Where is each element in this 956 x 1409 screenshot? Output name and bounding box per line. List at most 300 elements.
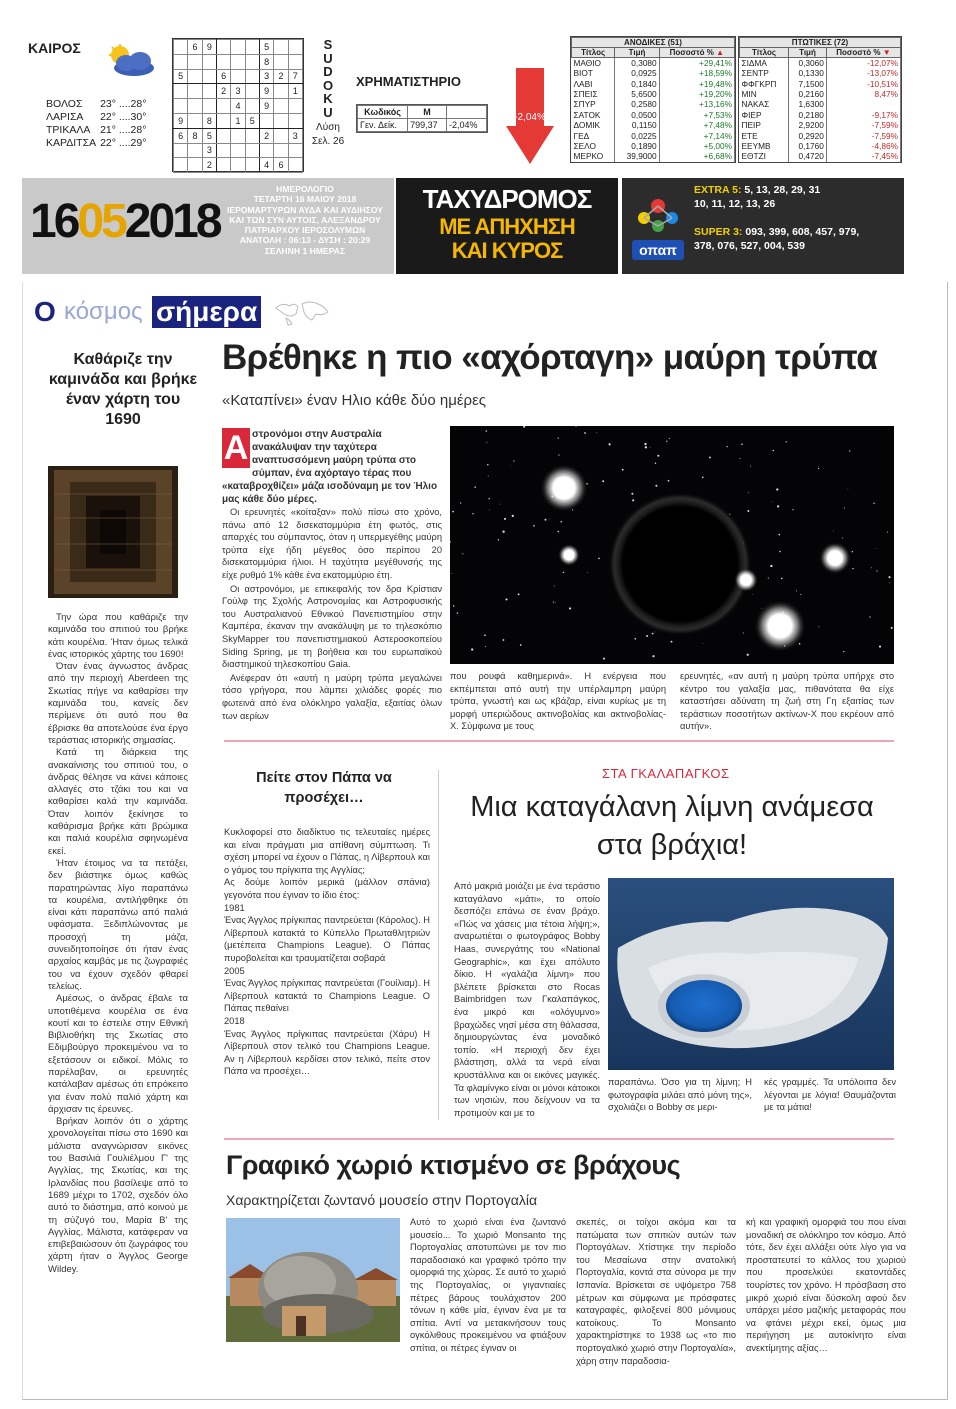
sudoku-cell: 6: [188, 40, 202, 55]
sudoku-cell: 1: [288, 84, 302, 99]
star: [609, 443, 611, 445]
star: [818, 466, 819, 467]
monsanto-village-photo: [226, 1218, 400, 1342]
main-story-paragraph: Οι ερευνητές «κοίταξαν» πολύ πίσω στο χρόνο, πάνω από 12 δισεκατομμύρια έτη φωτός, στις απαρχές του σύμπαντος, όταν η υπερμεγέθης μαύρη τρύπα είχε ήδη μέγεθος όσο περίπου 20 δισεκατομμύρια ήλιοι. Η ταχύτητα μεγέθυνσής της είχε ρυθμό 1% κάθε ένα εκατομμύριο έτη.: [222, 507, 442, 580]
star: [646, 635, 648, 637]
sudoku-cell: [216, 54, 230, 69]
star: [666, 441, 667, 442]
stock-price: 0,2920: [789, 130, 827, 140]
stock-row: [740, 99, 901, 109]
extra5-line2: 10, 11, 12, 13, 26: [694, 198, 776, 210]
star: [504, 518, 506, 520]
sudoku-cell: [288, 158, 302, 173]
star: [792, 509, 793, 510]
stock-row: [572, 68, 735, 78]
star: [502, 531, 504, 533]
masthead-line3: ΚΑΙ ΚΥΡΟΣ: [451, 238, 563, 263]
sudoku-cell: [174, 99, 188, 114]
sudoku-row: [174, 128, 303, 143]
stock-price: 39,9000: [615, 151, 659, 161]
stock-change: +29,41%: [659, 58, 734, 69]
sudoku-cell: [274, 143, 288, 158]
sudoku-cell: 2: [216, 84, 230, 99]
star: [726, 446, 727, 447]
stock-row: [740, 58, 901, 69]
star: [472, 513, 473, 514]
star: [747, 654, 749, 656]
stock-price: 0,2160: [789, 89, 827, 99]
sudoku-cell: 9: [259, 99, 273, 114]
star: [596, 432, 597, 433]
stock-row: [740, 151, 901, 161]
galapagos-title: Μια καταγάλανη λίμνη ανάμεσα στα βράχια!: [470, 791, 874, 861]
left-story-paragraph: Κατά τη διάρκεια της ανακαίνισης του σπιτιού του, ο άνδρας θέλησε να κάνει κάποιες αλλαγές στο τζάκι του και να καθαρίσει καλά την καμινάδα. Όταν λοιπόν ξεκίνησε το καθάρισμα βρήκε κάτι βρώμικα και παλιά κουρέλια σφηνωμένα εκεί.: [48, 747, 188, 857]
star: [518, 593, 520, 595]
sudoku-row: [174, 84, 303, 99]
stock-price: 0,3060: [789, 58, 827, 69]
sudoku-cell: 2: [274, 69, 288, 84]
sudoku-row: [174, 99, 303, 114]
stock-change: -7,59%: [826, 130, 900, 140]
sudoku-cell: [274, 99, 288, 114]
sudoku-cell: [188, 84, 202, 99]
star: [598, 558, 600, 560]
stock-index-value: 799,37: [408, 119, 447, 132]
star: [669, 438, 670, 439]
star: [558, 531, 560, 533]
sudoku-cell: [202, 99, 216, 114]
star: [796, 590, 797, 591]
sudoku-row: [174, 158, 303, 173]
star: [513, 460, 514, 461]
village-story-title: Γραφικό χωριό κτισμένο σε βράχους: [226, 1150, 681, 1180]
rising-stocks-table: [570, 36, 736, 163]
pope-story-line: 1981: [224, 902, 245, 913]
star: [453, 605, 454, 606]
svg-text:οπαπ: οπαπ: [639, 242, 677, 258]
falling-stocks-title: ΠΤΩΤΙΚΕΣ (72): [740, 38, 901, 48]
star: [703, 643, 704, 644]
star: [474, 486, 476, 488]
star: [652, 633, 654, 635]
star: [654, 632, 655, 633]
stock-change: -9,17%: [826, 110, 900, 120]
star: [786, 441, 787, 442]
stock-change: -4,86%: [826, 141, 900, 151]
calendar-line: ΤΕΤΑΡΤΗ 16 ΜΑΙΟΥ 2018: [253, 194, 357, 205]
masthead-banner: [396, 178, 618, 274]
star: [887, 532, 888, 533]
sudoku-cell: 3: [202, 143, 216, 158]
stock-change: 8,47%: [826, 89, 900, 99]
star: [603, 658, 605, 660]
sudoku-letter: S: [323, 37, 333, 52]
left-story-paragraph: Αμέσως, ο άνδρας έβαλε τα υποτιθέμενα κουρέλια σε ένα κουτί και το έστειλε στην Εθνική Βιβλιοθήκη της Σκωτίας στο Εδιμβούργο προκειμένου να το εξετάσουν οι ειδικοί. Μόλις το παρέλαβαν, οι ερευνητές κατάλαβαν αμέσως ότι επρόκειτο για έναν πολύ παλιό χάρτη και άρχισαν τις έρευνες.: [48, 993, 188, 1115]
star: [655, 485, 657, 487]
stock-change: [826, 99, 900, 109]
super3-line1: SUPER 3: 093, 399, 608, 457, 979,: [694, 226, 860, 238]
sudoku-cell: [245, 69, 259, 84]
stock-index-header-blank: [446, 106, 486, 119]
stock-change: -7,45%: [826, 151, 900, 161]
stock-change: -13,07%: [826, 68, 900, 78]
stock-row: [572, 99, 735, 109]
weather-box: [28, 40, 168, 170]
sudoku-cell: [274, 54, 288, 69]
village-story-subtitle: Χαρακτηρίζεται ζωντανό μουσείο στην Πορτογαλία: [226, 1192, 538, 1208]
sudoku-cell: [231, 40, 245, 55]
sudoku-cell: [174, 40, 188, 55]
stock-index-name: Γεν. Δείκ.: [358, 119, 408, 132]
stock-name: ΔΟΜΙΚ: [572, 120, 615, 130]
weather-city: ΚΑΡΔΙΤΣΑ: [46, 137, 97, 149]
section-title-simera: σήμερα: [152, 296, 261, 328]
stock-title: ΧΡΗΜΑΤΙΣΤΗΡΙΟ: [356, 74, 461, 89]
stock-name: ΕΘΤΖΙ: [740, 151, 789, 161]
left-story-paragraph: Την ώρα που καθάριζε την καμινάδα του σπιτιού του βρήκε κάτι κουρέλια. Ήταν όμως τελικά ένας ιστορικός χάρτης του 1690!: [48, 612, 188, 660]
stock-row: [740, 68, 901, 78]
date-day: 16: [30, 195, 78, 248]
stock-name: ΣΑΤΟΚ: [572, 110, 615, 120]
left-story-headline: Καθάριζε την καμινάδα και βρήκε έναν χάρτη του 1690: [48, 351, 198, 428]
sudoku-cell: [245, 84, 259, 99]
sudoku-cell: [288, 143, 302, 158]
weather-row: [46, 137, 150, 150]
main-story-title: Βρέθηκε η πιο «αχόρταγη» μαύρη τρύπα: [222, 338, 878, 377]
star: [891, 627, 893, 629]
sudoku-cell: 6: [274, 158, 288, 173]
star: [752, 594, 753, 595]
sudoku-cell: [216, 128, 230, 143]
star: [520, 644, 522, 646]
calendar-line: ΑΝΑΤΟΛΗ : 06:13 - ΔΥΣΗ : 20:29: [239, 235, 371, 246]
star: [747, 510, 749, 512]
world-map-icon: [272, 298, 334, 326]
star: [485, 646, 486, 647]
star: [510, 465, 511, 466]
sudoku-letter: D: [323, 64, 333, 80]
calendar-box: [218, 184, 392, 256]
calendar-line: ΣΕΛΗΝΗ 1 ΗΜΕΡΑΣ: [264, 245, 346, 256]
lottery-results-box: [622, 178, 904, 274]
sudoku-cell: [216, 40, 230, 55]
pope-story-headline: Πείτε στον Πάπα να προσέχει…: [256, 770, 392, 806]
sudoku-cell: 6: [216, 69, 230, 84]
pope-story-line: Ας δούμε λοιπόν μερικά (μάλλον σπάνια) γεγονότα που έγιναν το ίδιο έτος:: [224, 877, 430, 900]
star: [553, 602, 554, 603]
market-down-arrow-icon: [506, 68, 554, 164]
market-change-label: -2,04%: [514, 112, 546, 123]
sudoku-cell: [174, 54, 188, 69]
sudoku-cell: 5: [174, 69, 188, 84]
calendar-line: ΗΜΕΡΟΛΟΓΙΟ: [276, 184, 334, 194]
sudoku-cell: [216, 158, 230, 173]
sudoku-cell: [231, 158, 245, 173]
sudoku-cell: [174, 158, 188, 173]
weather-row: [46, 111, 150, 124]
stock-price: 0,1330: [789, 68, 827, 78]
star: [457, 612, 458, 613]
sudoku-cell: [274, 84, 288, 99]
stock-name: ΣΕΛΟ: [572, 141, 615, 151]
star: [563, 572, 564, 573]
stock-change: +6,68%: [659, 151, 734, 161]
stock-index-header-m: Μ: [408, 106, 447, 119]
star: [879, 646, 881, 648]
sudoku-letter: K: [323, 91, 333, 107]
sudoku-cell: 6: [174, 128, 188, 143]
stock-change: -10,51%: [826, 78, 900, 88]
star: [650, 447, 651, 448]
star: [462, 553, 463, 554]
date-block: [22, 178, 394, 274]
sudoku-cell: 9: [202, 40, 216, 55]
sudoku-cell: [188, 54, 202, 69]
sudoku-cell: [202, 84, 216, 99]
sudoku-cell: [245, 54, 259, 69]
stock-price: 7,1500: [789, 78, 827, 88]
star: [876, 570, 877, 571]
village-column-3: κή και γραφική ομορφιά του που είναι μοναδική σε ολόκληρο τον κόσμο. Από τότε, δεν έχει αλλάξει ούτε λίγο για να προστατευτεί το κάλλος του χωριού που προσελκύει εκατοντάδες τουρίστες τον χρόνο. Η πρόσβαση στο μικρό χωριό είναι δύσκολη αφού δεν υπάρχει μέσο μαζικής μεταφοράς που να φτάνει μέχρι εκεί, όμως μια περιήγηση με αυτοκίνητο είναι ανεκτίμητης αξίας…: [746, 1217, 906, 1353]
stock-change: +5,00%: [659, 141, 734, 151]
weather-city: ΛΑΡΙΣΑ: [46, 111, 84, 123]
star: [503, 639, 505, 641]
stock-name: ΣΠΕΙΣ: [572, 89, 615, 99]
stock-row: [740, 141, 901, 151]
star: [500, 504, 501, 505]
star: [488, 476, 489, 477]
stock-row: [572, 151, 735, 161]
date-month: 05: [77, 195, 125, 248]
sudoku-cell: 9: [174, 113, 188, 128]
sudoku-letter: U: [323, 50, 333, 66]
pope-story-line: 2018: [224, 1015, 245, 1026]
sudoku-cell: [288, 99, 302, 114]
star: [748, 492, 749, 493]
weather-temp: 22° ....30°: [100, 111, 147, 123]
stock-row: [740, 120, 901, 130]
left-story-paragraph: Ήταν έτοιμος να τα πετάξει, δεν βιάστηκε όμως καθώς παρατηρώντας λίγο παραπάνω τα κουρέλια, αντιλήφθηκε ότι είναι κάτι παραπάνω από παλιά υφάσματα. Ξεδιπλώνοντας με προσοχή τη μάζα, συνειδητοποίησε ότι ήταν ένας αρχαίος καμβάς με τις ζωγραφιές του να έχουν σχεδόν φθαρεί τελείως.: [48, 857, 188, 992]
sudoku-cell: [202, 54, 216, 69]
sudoku-cell: 5: [245, 113, 259, 128]
pope-story-line: 2005: [224, 965, 245, 976]
star: [844, 507, 845, 508]
weather-title: ΚΑΙΡΟΣ: [28, 40, 81, 56]
partly-cloudy-icon: [98, 44, 158, 78]
sudoku-cell: [174, 84, 188, 99]
sudoku-grid: [172, 38, 304, 172]
stock-name: ΜΑΘΙΟ: [572, 58, 615, 69]
star: [702, 476, 704, 478]
falling-stocks-table: [738, 36, 902, 163]
blue-lake-photo: [608, 878, 894, 1070]
star: [645, 446, 647, 448]
star: [800, 594, 801, 595]
star: [631, 493, 633, 495]
village-column-1: Αυτό το χωριό είναι ένα ζωντανό μουσείο... Το χωριό Monsanto της Πορτογαλίας αποτυπώνει με τον πιο παραδοσιακό και γραφικό τρόπο την ομορφιά της χώρας. Σε αυτό το χωριό της Πορτογαλίας, οι γιγαντιαίες πέτρες βάρους τουλάχιστον 200 τόνων η κάθε μία, έγιναν ένα με τα σπίτια. Αντί να μετακινήσουν τους ογκόλιθους προκειμένου να φτιάξουν σπίτια, οι πέτρες έγιναν οι: [410, 1217, 566, 1353]
stock-name: ΛΑΒΙ: [572, 78, 615, 88]
stock-price: 0,1760: [789, 141, 827, 151]
weather-row: [46, 98, 150, 111]
sudoku-row: [174, 54, 303, 69]
left-story-paragraph: Βρήκαν λοιπόν ότι ο χάρτης χρονολογείται πίσω στο 1690 και μάλιστα αναγνώρισαν εικόνες του Βασιλιά Γουλιέλμου Γ' της Αγγλίας, της Σκωτίας, και της Ιρλανδίας που βασίλεψε από το 1689 μέχρι το 1702, σχεδόν όλο αυτό το διάστημα, από κοινού με τη σύζυγό του, Μαρία Β' της Αγγλίας. Μάλιστα, κατάφεραν να επιβεβαιώσουν ότι ζωγράφος του χάρτη ήταν ο Άγγλος George Wildey.: [48, 1116, 188, 1275]
star: [777, 505, 779, 507]
galapagos-column-2: παραπάνω. Όσο για τη λίμνη; Η φωτογραφία μιλάει από μόνη της», σχολιάζει ο Bobby σε μερι-: [608, 1077, 752, 1113]
stock-index-header-code: Κωδικός: [358, 106, 408, 119]
stock-price: 0,1890: [615, 141, 659, 151]
weather-city: ΒΟΛΟΣ: [46, 98, 83, 110]
stock-name: ΕΕΥΜΒ: [740, 141, 789, 151]
sudoku-cell: 5: [259, 40, 273, 55]
main-story-lead: στρονόμοι στην Αυστραλία ανακάλυψαν την ταχύτερα αναπτυσσόμενη μαύρη τρύπα στο σύμπαν, ένα αχόρταγο τέρας που «καταβροχθίζει» μάζα ισοδύναμη με τον Ήλιο μας κάθε δύο μέρες.: [222, 429, 438, 505]
sudoku-cell: [245, 143, 259, 158]
star: [451, 573, 452, 574]
sudoku-cell: 8: [259, 54, 273, 69]
calendar-line: ΠΑΤΡΙΑΡΧΟΥ ΙΕΡΟΣΟΛΥΜΩΝ: [244, 225, 366, 236]
stock-change: +7,14%: [659, 130, 734, 140]
sudoku-cell: 1: [231, 113, 245, 128]
star: [487, 464, 488, 465]
stock-price: 2,9200: [789, 120, 827, 130]
weather-temp: 23° ....28°: [100, 98, 147, 110]
star: [770, 565, 772, 567]
star: [869, 616, 870, 617]
star: [622, 469, 624, 471]
solution-label: Λύση: [316, 121, 340, 133]
stock-price: 0,3080: [615, 58, 659, 69]
sudoku-row: [174, 69, 303, 84]
stock-price: 0,1840: [615, 78, 659, 88]
sudoku-cell: 2: [202, 158, 216, 173]
star: [779, 551, 781, 553]
star: [843, 651, 844, 652]
main-story-paragraph: Ανέφεραν ότι «αυτή η μαύρη τρύπα μεγαλώνει τόσο γρήγορα, που λάμπει χιλιάδες φορές πιο φωτεινά από ένα ολόκληρο γαλαξία, εξαιτίας όλων των αερίων: [222, 672, 442, 721]
sudoku-cell: 3: [288, 128, 302, 143]
star: [644, 443, 646, 445]
sudoku-cell: [231, 128, 245, 143]
weather-row: [46, 124, 150, 137]
stock-row: [572, 120, 735, 130]
black-hole-photo: [450, 426, 894, 664]
sudoku-cell: 7: [288, 69, 302, 84]
pope-story-line: Ένας Άγγλος πρίγκιπας παντρεύεται (Γουίλιαμ). Η Λίβερπουλ κατακτά το Champions League. Ο Πάπας πεθαίνει: [224, 978, 430, 1014]
rising-stocks-title: ΑΝΟΔΙΚΕΣ (51): [572, 38, 735, 48]
stock-row: [572, 141, 735, 151]
sudoku-row: [174, 113, 303, 128]
left-story-body: [48, 612, 188, 1276]
pope-story-line: Κυκλοφορεί στο διαδίκτυο τις τελευταίες ημέρες και είναι πράγματι μια απίθανη σύμπτωση. Τι σχέση μπορεί να έχουν ο Πάπας, η Λίβερπουλ και ο γάμος του πρίγκιπα της Αγγλίας;: [224, 827, 430, 875]
star: [558, 437, 559, 438]
falling-header-price: Τιμή: [789, 48, 827, 58]
star: [849, 450, 850, 451]
star: [776, 488, 778, 490]
extra5-line1: EXTRA 5: 5, 13, 28, 29, 31: [694, 184, 821, 196]
chimney-photo: [48, 466, 178, 598]
star: [779, 534, 781, 536]
stock-row: [572, 110, 735, 120]
star: [876, 548, 877, 549]
sudoku-cell: 8: [202, 113, 216, 128]
weather-table: [46, 98, 150, 150]
star: [871, 567, 872, 568]
sudoku-cell: [245, 158, 259, 173]
stock-price: 0,4720: [789, 151, 827, 161]
star: [833, 531, 834, 532]
main-story-column-2: που ρουφά καθημερινά». Η ενέργεια που εκπέμπεται από αυτή την υπέρλαμπρη μαύρη τρύπα, γνωστή και ως κβάζαρ, είναι κυρίως με τη μορφή υπεριώδους ακτινοβολίας και ακτινοβολίας-Χ. Σύμφωνα με τους: [450, 671, 666, 732]
section-title-o: Ο: [34, 296, 56, 327]
stock-change: +13,16%: [659, 99, 734, 109]
stock-row: [740, 78, 901, 88]
star: [852, 551, 853, 552]
sudoku-cell: [188, 113, 202, 128]
stock-row: [572, 58, 735, 69]
stock-index-change: -2,04%: [446, 119, 486, 132]
weather-city: ΤΡΙΚΑΛΑ: [46, 124, 91, 136]
stock-change: +7,48%: [659, 120, 734, 130]
star: [750, 466, 751, 467]
issue-date: [30, 192, 220, 252]
sudoku-cell: [274, 128, 288, 143]
opap-logo-icon: [628, 188, 688, 268]
sudoku-cell: [231, 69, 245, 84]
star: [489, 498, 490, 499]
stock-price: 5,6500: [615, 89, 659, 99]
weather-temp: 22° ....29°: [100, 137, 147, 149]
stock-name: ΜΙΝ: [740, 89, 789, 99]
pope-story-line: Ένας Άγγλος πρίγκιπας παντρεύεται (Χάρυ) Η Λίβερπουλ στον τελικό του Champions League. Αν η Λίβερπουλ κερδίσει στον τελικό, πείτε στον Πάπα να προσέχει…: [224, 1028, 430, 1077]
star: [668, 480, 670, 482]
stock-price: 0,1150: [615, 120, 659, 130]
date-year: 2018: [124, 195, 220, 248]
stock-price: 0,2180: [789, 110, 827, 120]
sudoku-cell: [216, 99, 230, 114]
rising-header-title: Τίτλος: [572, 48, 615, 58]
star: [634, 638, 636, 640]
sudoku-cell: 5: [202, 128, 216, 143]
stock-name: ΦΦΓΚΡΠ: [740, 78, 789, 88]
star: [533, 525, 535, 527]
sudoku-cell: 4: [231, 99, 245, 114]
star: [498, 539, 499, 540]
weather-temp: 21° ....28°: [100, 124, 147, 136]
sudoku-cell: [274, 40, 288, 55]
pope-story-line: Ένας Άγγλος πρίγκιπας παντρεύεται (Κάρολος). Η Λίβερπουλ κατακτά το Κύπελλο Πρωταθλητριών (μετέπειτα Champions League). Ο Πάπας πυροβολείται και τραυματίζεται σοβαρά: [224, 915, 430, 963]
rising-header-percent: Ποσοστό % ▲: [659, 48, 734, 58]
stock-name: ΦΙΕΡ: [740, 110, 789, 120]
star: [781, 578, 783, 580]
stock-name: ΣΠΥΡ: [572, 99, 615, 109]
sudoku-cell: [288, 40, 302, 55]
star: [888, 576, 890, 578]
star: [743, 632, 744, 633]
star: [549, 518, 550, 519]
stock-price: 0,0225: [615, 130, 659, 140]
star: [873, 503, 874, 504]
sudoku-cell: [288, 113, 302, 128]
sudoku-cell: [202, 69, 216, 84]
sudoku-cell: [245, 99, 259, 114]
sudoku-cell: [245, 128, 259, 143]
stock-name: ΣΕΝΤΡ: [740, 68, 789, 78]
star: [771, 502, 772, 503]
stock-row: [740, 89, 901, 99]
star: [512, 515, 514, 517]
star: [489, 510, 490, 511]
main-story-paragraph: Οι αστρονόμοι, με επικεφαλής τον δρα Κρίστιαν Γούλφ της Σχολής Αστρονομίας και Αστροφυσικής του Αυστραλιανού Εθνικού Πανεπιστημίου στην Καμπέρα, έκαναν την ανακάλυψη με το τηλεσκόπιο SkyMapper του πανεπιστημιακού Αστεροσκοπείου Siding Spring, με τη βοήθεια και του ευρωπαϊκού διαστημικού τηλεσκοπίου Gaia.: [222, 583, 442, 670]
star: [773, 450, 774, 451]
star: [652, 655, 654, 657]
star: [545, 519, 547, 521]
